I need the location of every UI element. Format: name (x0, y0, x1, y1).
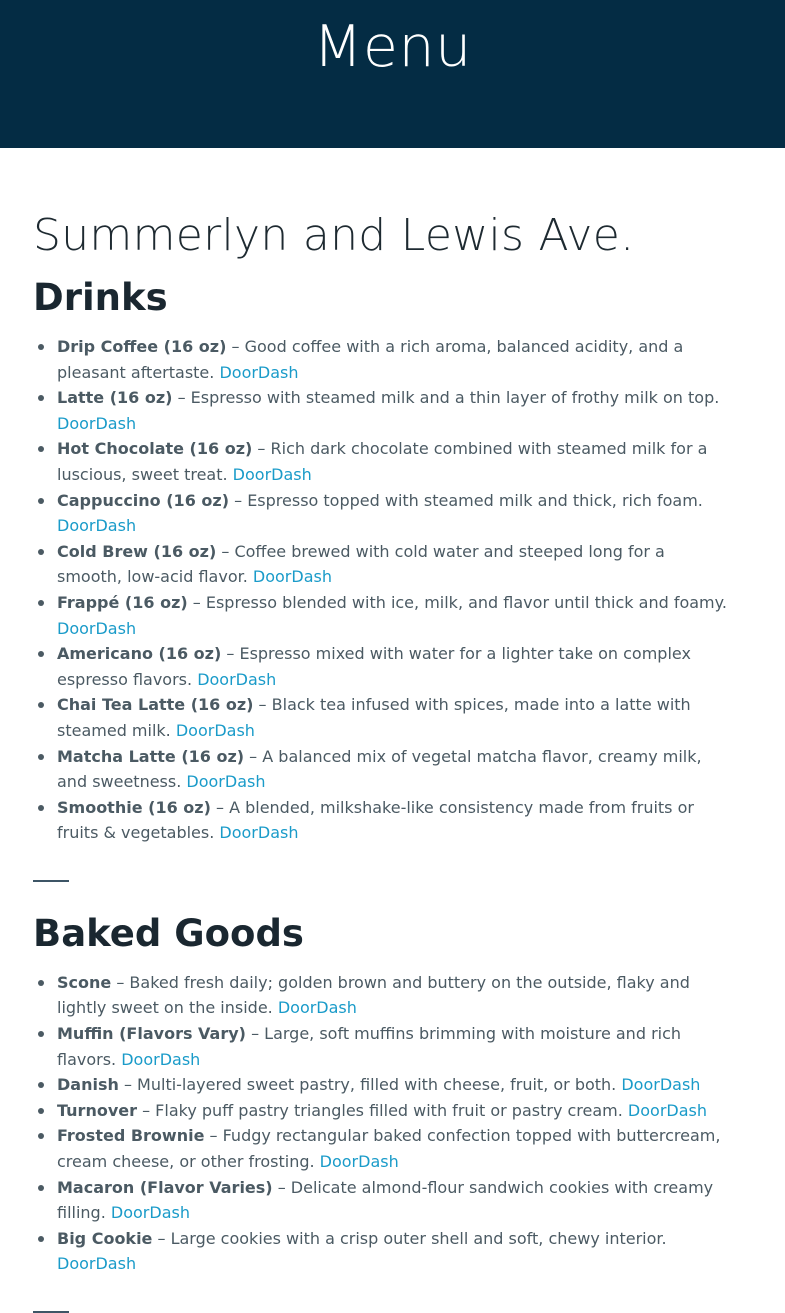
doordash-link[interactable]: DoorDash (110, 1203, 190, 1223)
list-item (57, 1123, 752, 1174)
doordash-link[interactable]: DoorDash (219, 362, 299, 382)
item-name: Smoothie (16 oz) (57, 797, 211, 817)
item-description: – Fudgy rectangular baked confection topped with buttercream, cream cheese, or other frosting. (57, 1126, 721, 1172)
item-name: Drip Coffee (16 oz) (57, 337, 227, 356)
item-description: – A blended, milkshake-like consistency made from fruits or fruits & vegetables. (57, 797, 694, 843)
page-title: Menu (313, 14, 472, 80)
item-description: – Delicate almond-flour sandwich cookies with creamy filling. (57, 1177, 714, 1223)
menu-content (0, 148, 785, 1313)
doordash-link[interactable]: DoorDash (57, 516, 137, 536)
location-heading: Summerlyn and Lewis Ave. (33, 210, 635, 261)
item-description: – Flaky puff pastry triangles filled with fruit or pastry cream. (137, 1100, 628, 1120)
doordash-link[interactable]: DoorDash (232, 464, 312, 484)
item-name: Danish (57, 1075, 119, 1095)
doordash-link[interactable]: DoorDash (57, 413, 137, 433)
doordash-link[interactable]: DoorDash (319, 1152, 399, 1172)
item-description: – Baked fresh daily; golden brown and buttery on the outside, flaky and lightly sweet on the inside. (57, 972, 690, 1018)
section-title-baked-goods: Baked Goods (33, 911, 304, 955)
item-name: Chai Tea Latte (16 oz) (57, 695, 254, 715)
list-item (57, 385, 752, 436)
item-description: – Coffee brewed with cold water and steeped long for a smooth, low-acid flavor. (57, 541, 665, 587)
doordash-link[interactable]: DoorDash (277, 998, 357, 1018)
doordash-link[interactable]: DoorDash (121, 1049, 201, 1069)
list-item (57, 641, 752, 692)
list-item (57, 1072, 752, 1098)
item-description: – Black tea infused with spices, made into a latte with steamed milk. (57, 695, 691, 740)
doordash-link[interactable]: DoorDash (57, 618, 137, 638)
list-item (57, 436, 752, 487)
item-name: Cappuccino (16 oz) (57, 490, 230, 510)
section-title-drinks: Drinks (33, 276, 168, 319)
doordash-link[interactable]: DoorDash (252, 567, 332, 587)
item-description: – Espresso mixed with water for a lighter take on complex espresso flavors. (57, 644, 691, 689)
list-item (57, 590, 752, 641)
item-description: – Espresso topped with steamed milk and thick, rich foam. (229, 490, 703, 510)
list-item (57, 795, 752, 846)
baked-goods-list (33, 970, 752, 1277)
section-divider (33, 880, 69, 882)
item-name: Big Cookie (57, 1228, 153, 1248)
list-item (57, 1175, 752, 1226)
list-item (57, 334, 752, 385)
item-description: – Multi-layered sweet pastry, filled with cheese, fruit, or both. (118, 1075, 622, 1095)
doordash-link[interactable]: DoorDash (57, 1254, 137, 1274)
list-item (57, 488, 752, 539)
item-description: – A balanced mix of vegetal matcha flavor, creamy milk, and sweetness. (57, 746, 702, 792)
item-name: Turnover (57, 1100, 137, 1120)
doordash-link[interactable]: DoorDash (186, 772, 266, 792)
doordash-link[interactable]: DoorDash (197, 669, 277, 689)
page-header (0, 0, 785, 148)
item-name: Muffin (Flavors Vary) (57, 1024, 246, 1044)
list-item (57, 1226, 752, 1277)
item-description: – Rich dark chocolate combined with steamed milk for a luscious, sweet treat. (57, 439, 708, 484)
item-name: Cold Brew (16 oz) (57, 541, 217, 561)
item-description: – Large cookies with a crisp outer shell and soft, chewy interior. (152, 1228, 667, 1248)
drinks-list (33, 334, 752, 846)
list-item (57, 692, 752, 743)
item-description: – Espresso with steamed milk and a thin layer of frothy milk on top. (172, 388, 720, 408)
item-name: Americano (16 oz) (57, 644, 222, 664)
item-description: – Espresso blended with ice, milk, and flavor until thick and foamy. (187, 592, 727, 612)
doordash-link[interactable]: DoorDash (621, 1075, 701, 1095)
item-description: – Large, soft muffins brimming with moisture and rich flavors. (57, 1024, 682, 1069)
doordash-link[interactable]: DoorDash (175, 720, 255, 740)
item-name: Macaron (Flavor Varies) (57, 1177, 273, 1197)
doordash-link[interactable]: DoorDash (219, 823, 299, 843)
list-item (57, 970, 752, 1021)
item-name: Scone (57, 972, 112, 992)
item-name: Frosted Brownie (57, 1126, 205, 1146)
list-item (57, 539, 752, 590)
item-name: Frappé (16 oz) (57, 592, 188, 612)
item-description: – Good coffee with a rich aroma, balanced acidity, and a pleasant aftertaste. (57, 337, 684, 382)
item-name: Hot Chocolate (16 oz) (57, 439, 253, 459)
list-item (57, 1021, 752, 1072)
list-item (57, 1098, 752, 1124)
list-item (57, 744, 752, 795)
item-name: Latte (16 oz) (57, 388, 173, 408)
doordash-link[interactable]: DoorDash (627, 1100, 707, 1120)
item-name: Matcha Latte (16 oz) (57, 746, 245, 766)
